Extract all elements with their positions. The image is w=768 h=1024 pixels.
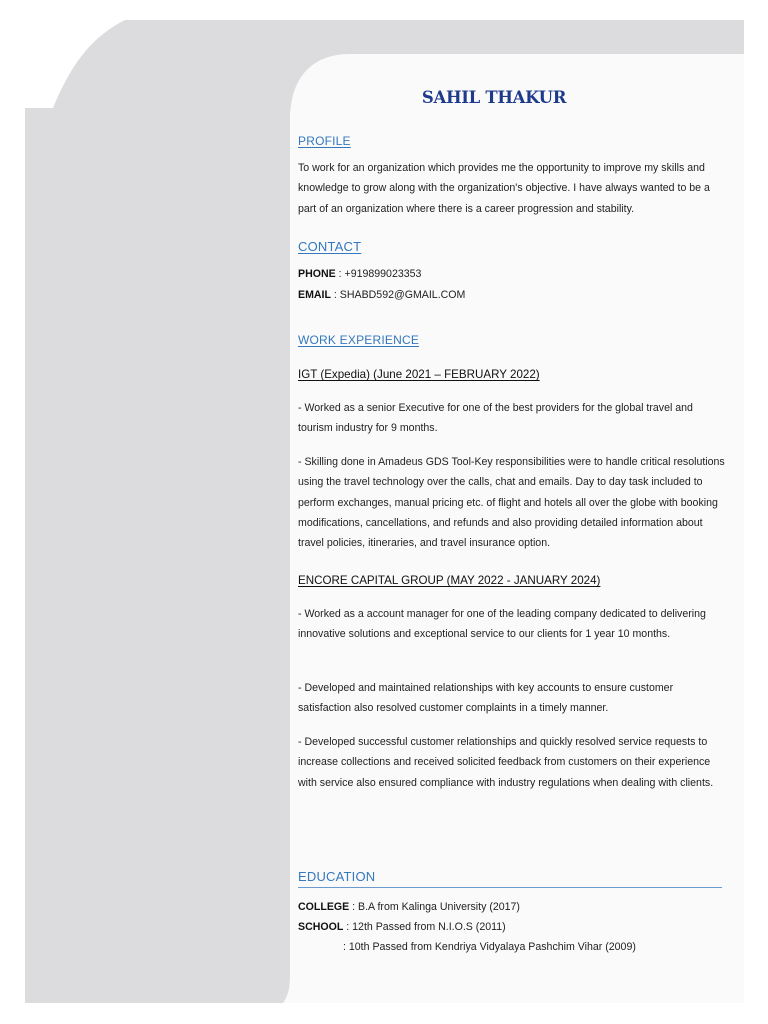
education-college (298, 897, 520, 917)
job-encore-point: - Worked as a account manager for one of the leading company dedicated to delivering innovative solutions and exceptional service to our clients for 1 year 10 months. (298, 608, 706, 641)
contact-phone (298, 264, 421, 284)
job-encore-point: - Developed successful customer relationships and quickly resolved service requests to increase collections and received solicited feedback from customers on their experience with service also ensured compliance with industry regulations when dealing with clients. (298, 736, 714, 789)
contact-heading: CONTACT (298, 239, 362, 254)
phone-label: PHONE (298, 268, 336, 280)
candidate-name: SAHIL THAKUR (421, 88, 567, 107)
job-title-encore: ENCORE CAPITAL GROUP (MAY 2022 - JANUARY 2024) (298, 574, 601, 587)
job-igt-point: - Worked as a senior Executive for one of the best providers for the global travel and tourism industry for 9 months. (298, 402, 693, 435)
email-label: EMAIL (298, 289, 331, 301)
work-experience-heading: WORK EXPERIENCE (298, 333, 420, 347)
contact-email (298, 285, 465, 305)
education-school-2: : 10th Passed from Kendriya Vidyalaya Pashchim Vihar (2009) (343, 941, 636, 953)
college-label: COLLEGE (298, 901, 350, 913)
job-igt-point: - Skilling done in Amadeus GDS Tool-Key responsibilities were to handle critical resolutions using the travel technology over the calls, chat and emails. Day to day task included to perform exchanges, manual pricing etc. of flight and hotels all over the globe with booking modifications, cancellations, and refunds and also providing detailed information about travel policies, itineraries, and travel insurance option. (298, 456, 725, 550)
email-value: : SHABD592@GMAIL.COM (330, 289, 466, 301)
education-heading: EDUCATION (298, 869, 376, 884)
profile-text: To work for an organization which provides me the opportunity to improve my skills and knowledge to grow along with the organization's objective. I have always wanted to be a part of an organization where there is a career progression and stability. (298, 162, 710, 215)
school-value: : 12th Passed from N.I.O.S (2011) (343, 921, 506, 933)
education-school (298, 917, 506, 937)
job-title-igt: IGT (Expedia) (June 2021 – FEBRUARY 2022) (298, 368, 540, 381)
college-value: : B.A from Kalinga University (2017) (349, 901, 520, 913)
phone-value: : +919899023353 (335, 268, 422, 280)
profile-heading: PROFILE (298, 134, 351, 148)
school-label: SCHOOL (298, 921, 344, 933)
education-divider (298, 887, 722, 888)
job-encore-point: - Developed and maintained relationships with key accounts to ensure customer satisfaction also resolved customer complaints in a timely manner. (298, 682, 674, 715)
